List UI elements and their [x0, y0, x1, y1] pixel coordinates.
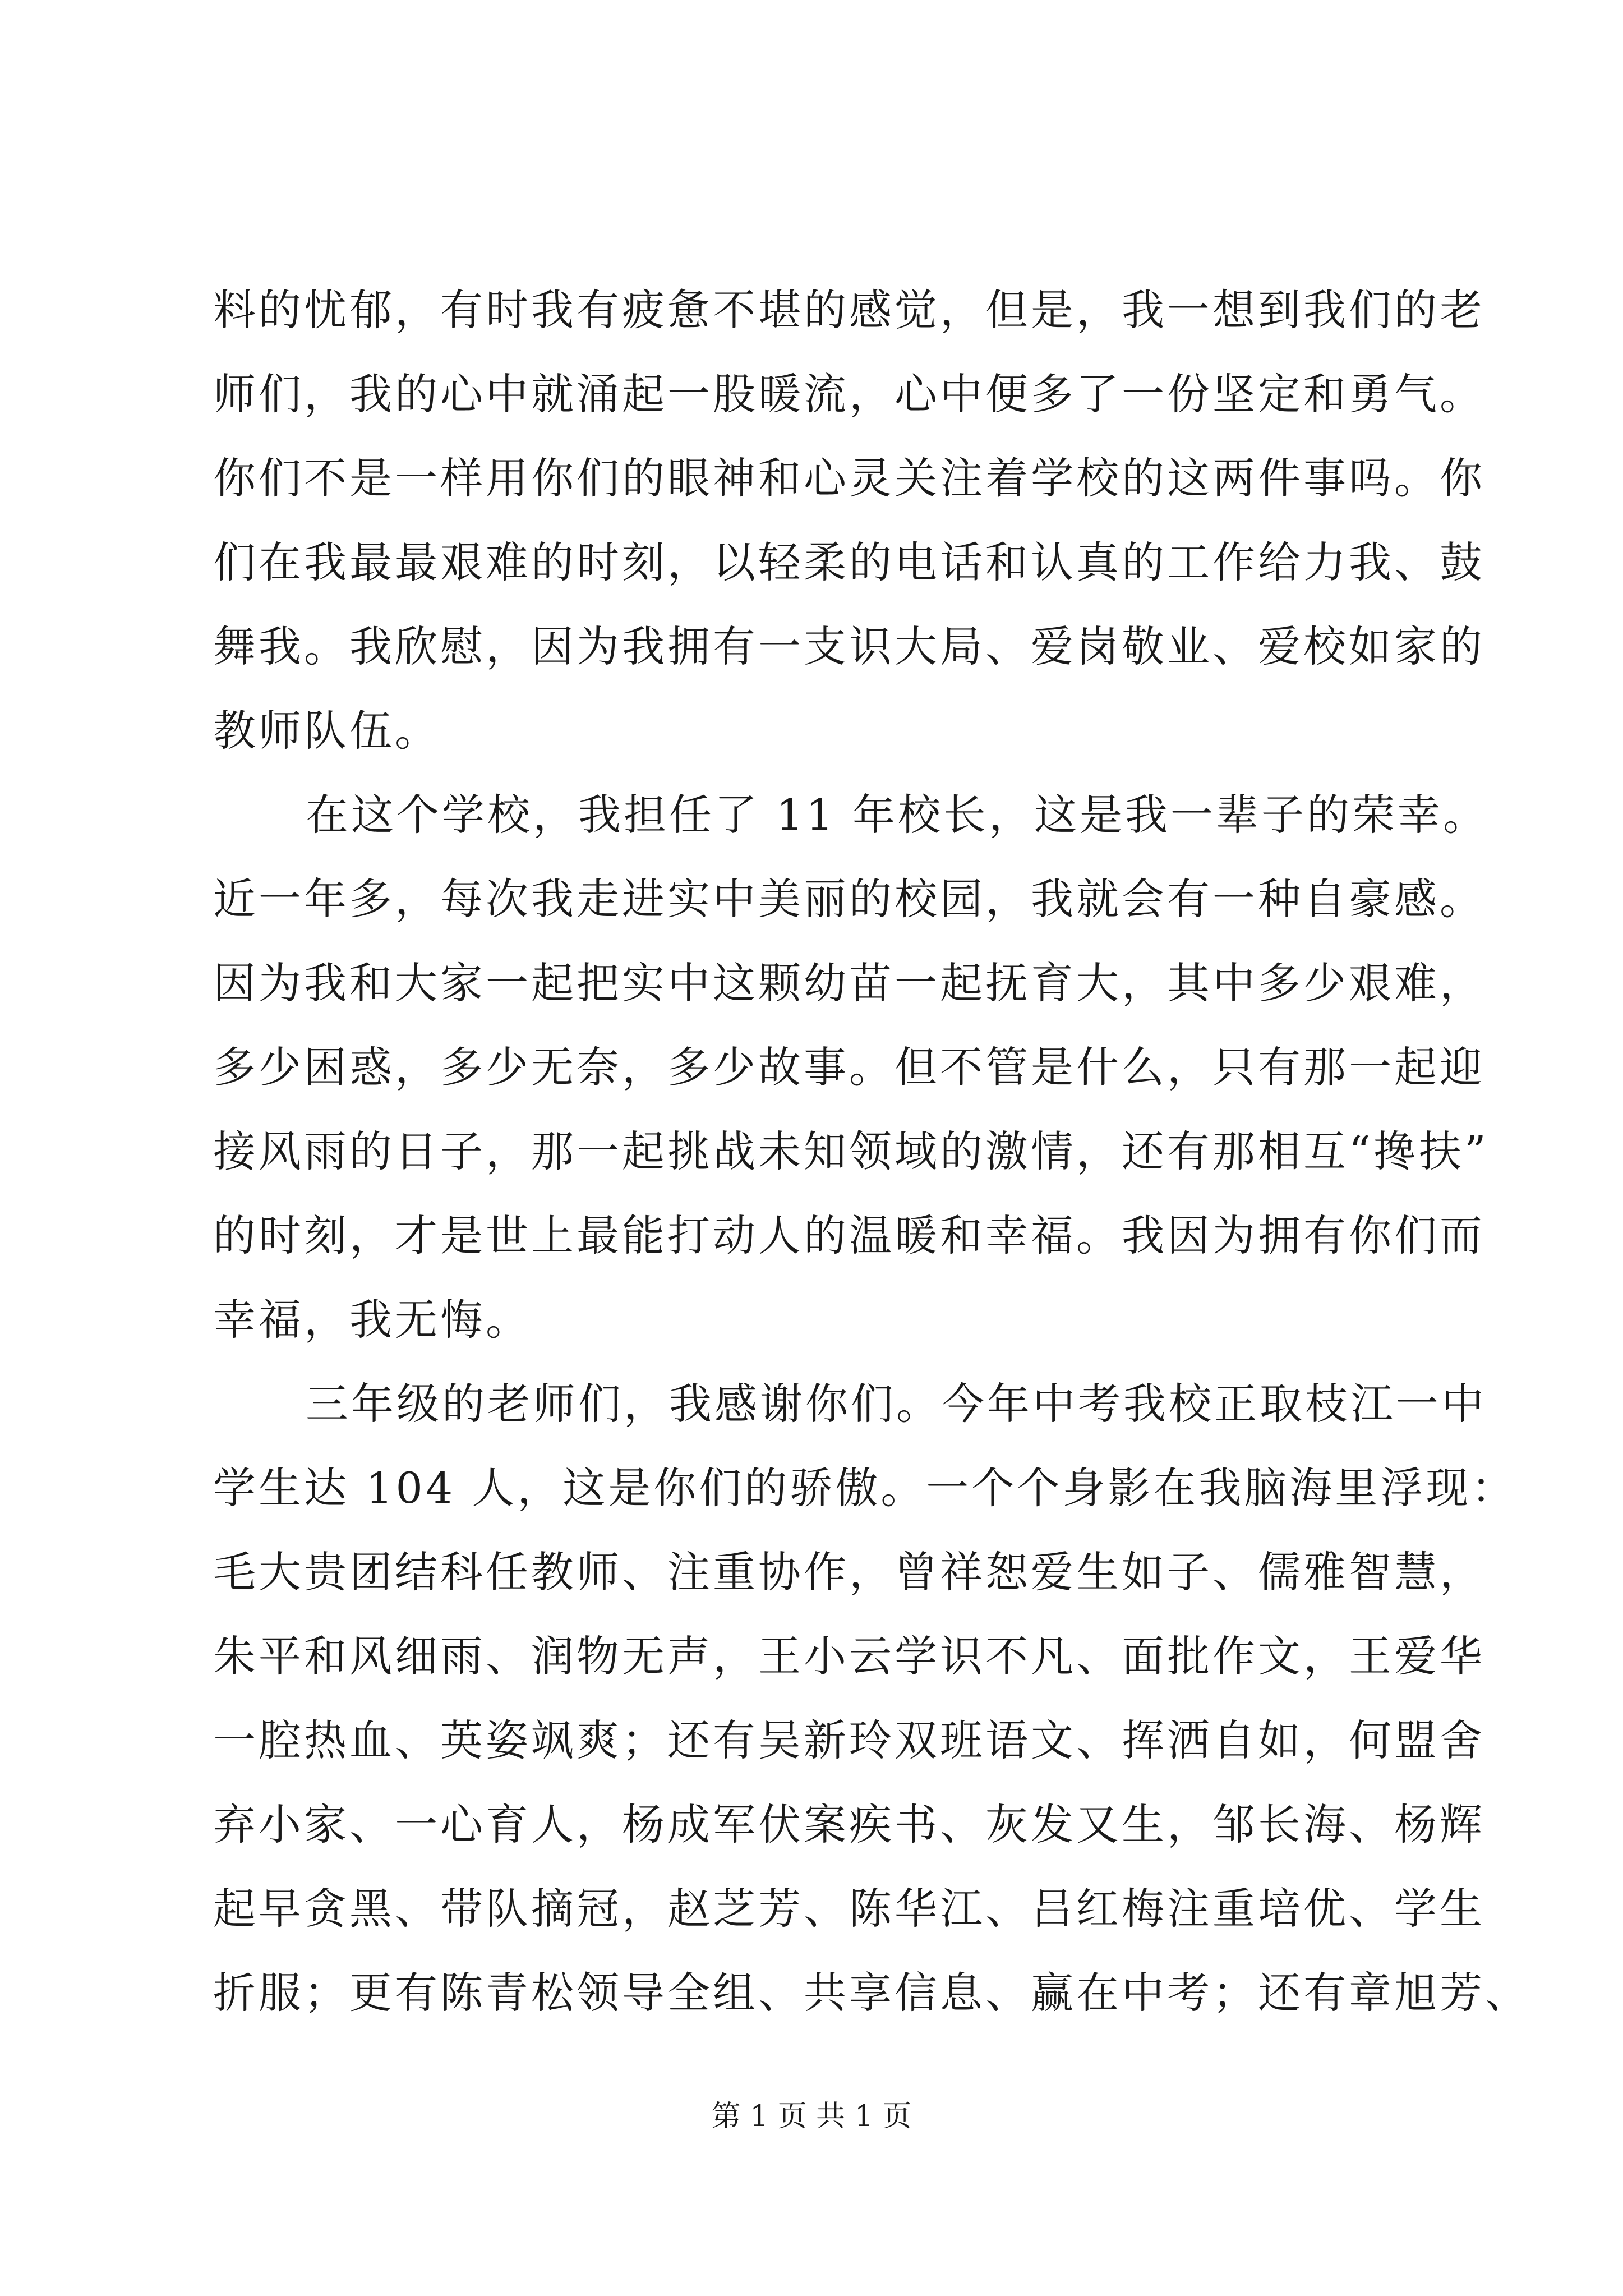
text-line: 近一年多，每次我走进实中美丽的校园，我就会有一种自豪感。: [213, 874, 1485, 924]
text-line: 因为我和大家一起把实中这颗幼苗一起抚育大，其中多少艰难，: [213, 958, 1485, 1008]
text-line: 你们不是一样用你们的眼神和心灵关注着学校的这两件事吗。你: [213, 453, 1485, 503]
text-line: 朱平和风细雨、润物无声，王小云学识不凡、面批作文，王爱华: [213, 1631, 1485, 1681]
text-line: 料的忧郁，有时我有疲惫不堪的感觉，但是，我一想到我们的老: [213, 285, 1485, 335]
text-line: 折服；更有陈青松领导全组、共享信息、赢在中考；还有章旭芳、: [213, 1968, 1530, 2018]
text-line: 的时刻，才是世上最能打动人的温暖和幸福。我因为拥有你们而: [213, 1211, 1485, 1260]
text-line: 舞我。我欣慰，因为我拥有一支识大局、爱岗敬业、爱校如家的: [213, 622, 1485, 671]
text-line: 学生达 104 人，这是你们的骄傲。一个个身影在我脑海里浮现：: [213, 1463, 1517, 1513]
text-line: 师们，我的心中就涌起一股暖流，心中便多了一份坚定和勇气。: [213, 369, 1485, 419]
paragraph-first-line: 在这个学校，我担任了 11 年校长，这是我一辈子的荣幸。: [306, 790, 1489, 840]
page-footer: 第 1 页 共 1 页: [711, 2100, 912, 2133]
text-line: 接风雨的日子，那一起挑战未知领域的激情，还有那相互“搀扶”: [213, 1126, 1489, 1176]
text-line: 幸福，我无悔。: [213, 1295, 531, 1345]
text-line: 多少困惑，多少无奈，多少故事。但不管是什么，只有那一起迎: [213, 1042, 1485, 1092]
text-line: 教师队伍。: [213, 706, 440, 756]
text-line: 一腔热血、英姿飒爽；还有吴新玲双班语文、挥洒自如，何盟舍: [213, 1715, 1485, 1765]
text-line: 们在我最最艰难的时刻，以轻柔的电话和认真的工作给力我、鼓: [213, 537, 1485, 587]
text-line: 弃小家、一心育人，杨成军伏案疾书、灰发又生，邹长海、杨辉: [213, 1800, 1485, 1849]
paragraph-first-line: 三年级的老师们，我感谢你们。今年中考我校正取枝江一中: [306, 1379, 1487, 1429]
text-line: 毛大贵团结科任教师、注重协作，曾祥恕爱生如子、儒雅智慧，: [213, 1547, 1485, 1597]
document-body: [213, 268, 1530, 2035]
text-line: 起早贪黑、带队摘冠，赵芝芳、陈华江、吕红梅注重培优、学生: [213, 1884, 1485, 1934]
